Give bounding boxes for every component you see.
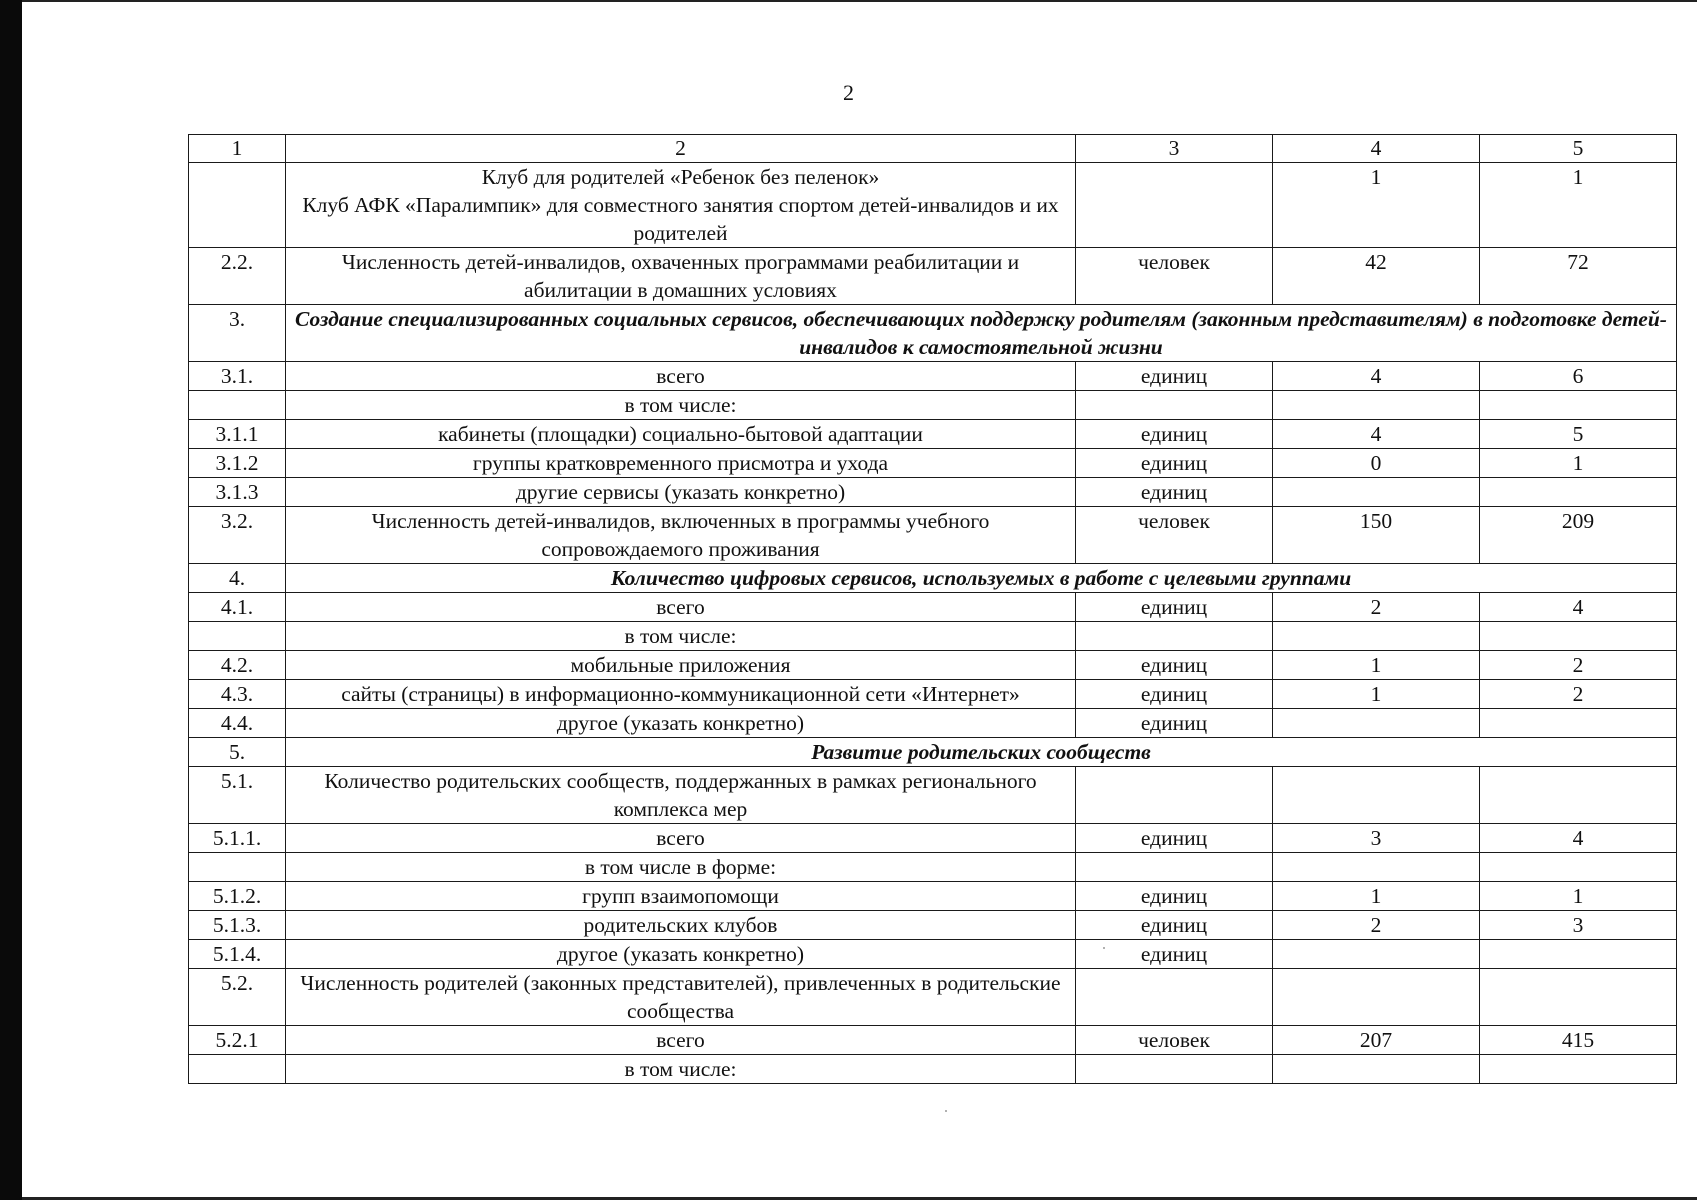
row-number: 2.2. bbox=[189, 248, 286, 305]
row-number: 5.1.2. bbox=[189, 882, 286, 911]
indicator-name: кабинеты (площадки) социально-бытовой адаптации bbox=[286, 420, 1076, 449]
row-number: 3.2. bbox=[189, 507, 286, 564]
column-number-4: 4 bbox=[1273, 135, 1480, 163]
value-cell-4: 2 bbox=[1273, 911, 1480, 940]
unit-cell: единиц bbox=[1076, 709, 1273, 738]
unit-cell: единиц bbox=[1076, 478, 1273, 507]
indicators-table bbox=[188, 134, 1677, 1084]
unit-cell bbox=[1076, 1055, 1273, 1084]
value-cell-4: 1 bbox=[1273, 882, 1480, 911]
value-cell-5: 3 bbox=[1480, 911, 1677, 940]
row-number: 5.2. bbox=[189, 969, 286, 1026]
scan-edge-top bbox=[22, 0, 1697, 2]
unit-cell: человек bbox=[1076, 507, 1273, 564]
row-number bbox=[189, 391, 286, 420]
indicator-name: всего bbox=[286, 593, 1076, 622]
table-row bbox=[189, 651, 1677, 680]
unit-cell bbox=[1076, 163, 1273, 248]
value-cell-4 bbox=[1273, 940, 1480, 969]
unit-cell: человек bbox=[1076, 1026, 1273, 1055]
indicator-name: другое (указать конкретно) bbox=[286, 940, 1076, 969]
table-row bbox=[189, 593, 1677, 622]
unit-cell: единиц bbox=[1076, 882, 1273, 911]
table-row bbox=[189, 767, 1677, 824]
value-cell-4: 1 bbox=[1273, 163, 1480, 248]
unit-cell: единиц bbox=[1076, 940, 1273, 969]
row-number: 4.1. bbox=[189, 593, 286, 622]
unit-cell: единиц bbox=[1076, 651, 1273, 680]
value-cell-4: 4 bbox=[1273, 362, 1480, 391]
column-number-5: 5 bbox=[1480, 135, 1677, 163]
value-cell-5: 2 bbox=[1480, 680, 1677, 709]
value-cell-5: 1 bbox=[1480, 449, 1677, 478]
row-number: 5.1. bbox=[189, 767, 286, 824]
section-row bbox=[189, 738, 1677, 767]
table-row bbox=[189, 507, 1677, 564]
unit-cell: единиц bbox=[1076, 420, 1273, 449]
unit-cell bbox=[1076, 622, 1273, 651]
unit-cell: единиц bbox=[1076, 680, 1273, 709]
table-row bbox=[189, 391, 1677, 420]
value-cell-4: 1 bbox=[1273, 680, 1480, 709]
indicator-name: Численность детей-инвалидов, охваченных программами реабилитации и абилитации в домашних условиях bbox=[286, 248, 1076, 305]
unit-cell: единиц bbox=[1076, 449, 1273, 478]
unit-cell bbox=[1076, 969, 1273, 1026]
indicator-name: Численность детей-инвалидов, включенных в программы учебного сопровождаемого проживания bbox=[286, 507, 1076, 564]
value-cell-4 bbox=[1273, 1055, 1480, 1084]
indicator-name: Численность родителей (законных представителей), привлеченных в родительские сообщества bbox=[286, 969, 1076, 1026]
scan-speck bbox=[1103, 947, 1105, 949]
table-row bbox=[189, 824, 1677, 853]
table-row bbox=[189, 478, 1677, 507]
indicator-name: родительских клубов bbox=[286, 911, 1076, 940]
row-number: 5.1.1. bbox=[189, 824, 286, 853]
row-number: 4.3. bbox=[189, 680, 286, 709]
row-number: 5.2.1 bbox=[189, 1026, 286, 1055]
indicator-name: мобильные приложения bbox=[286, 651, 1076, 680]
value-cell-5 bbox=[1480, 853, 1677, 882]
value-cell-5 bbox=[1480, 940, 1677, 969]
unit-cell bbox=[1076, 767, 1273, 824]
row-number: 3. bbox=[189, 305, 286, 362]
column-number-row bbox=[189, 135, 1677, 163]
table-row bbox=[189, 248, 1677, 305]
value-cell-5 bbox=[1480, 767, 1677, 824]
value-cell-5 bbox=[1480, 391, 1677, 420]
table-row bbox=[189, 680, 1677, 709]
value-cell-4: 2 bbox=[1273, 593, 1480, 622]
value-cell-5: 72 bbox=[1480, 248, 1677, 305]
row-number: 5.1.3. bbox=[189, 911, 286, 940]
value-cell-4 bbox=[1273, 969, 1480, 1026]
value-cell-5: 5 bbox=[1480, 420, 1677, 449]
value-cell-5 bbox=[1480, 969, 1677, 1026]
value-cell-5 bbox=[1480, 709, 1677, 738]
page-number: 2 bbox=[843, 80, 854, 105]
indicator-name: в том числе: bbox=[286, 391, 1076, 420]
scan-speck bbox=[945, 1110, 947, 1112]
value-cell-4: 150 bbox=[1273, 507, 1480, 564]
table-row bbox=[189, 449, 1677, 478]
table-row bbox=[189, 969, 1677, 1026]
value-cell-4: 1 bbox=[1273, 651, 1480, 680]
section-title: Количество цифровых сервисов, используемых в работе с целевыми группами bbox=[286, 564, 1677, 593]
value-cell-4: 3 bbox=[1273, 824, 1480, 853]
unit-cell: единиц bbox=[1076, 362, 1273, 391]
value-cell-5: 209 bbox=[1480, 507, 1677, 564]
row-number: 4.2. bbox=[189, 651, 286, 680]
indicator-name: Количество родительских сообществ, поддержанных в рамках регионального комплекса мер bbox=[286, 767, 1076, 824]
indicator-name: в том числе в форме: bbox=[286, 853, 1076, 882]
indicator-name: сайты (страницы) в информационно-коммуникационной сети «Интернет» bbox=[286, 680, 1076, 709]
value-cell-4 bbox=[1273, 853, 1480, 882]
value-cell-4 bbox=[1273, 767, 1480, 824]
table-row bbox=[189, 911, 1677, 940]
table-body bbox=[189, 135, 1677, 1084]
indicator-name: Клуб для родителей «Ребенок без пеленок» Клуб АФК «Паралимпик» для совместного занятия спортом детей-инвалидов и их родителей bbox=[286, 163, 1076, 248]
column-number-2: 2 bbox=[286, 135, 1076, 163]
indicator-name: всего bbox=[286, 362, 1076, 391]
table-row bbox=[189, 362, 1677, 391]
table-row bbox=[189, 709, 1677, 738]
value-cell-5 bbox=[1480, 478, 1677, 507]
row-number: 5.1.4. bbox=[189, 940, 286, 969]
unit-cell: человек bbox=[1076, 248, 1273, 305]
value-cell-4: 207 bbox=[1273, 1026, 1480, 1055]
value-cell-5: 1 bbox=[1480, 882, 1677, 911]
unit-cell bbox=[1076, 853, 1273, 882]
value-cell-5 bbox=[1480, 622, 1677, 651]
value-cell-4 bbox=[1273, 622, 1480, 651]
table-row bbox=[189, 940, 1677, 969]
table-row bbox=[189, 622, 1677, 651]
column-number-1: 1 bbox=[189, 135, 286, 163]
value-cell-5 bbox=[1480, 1055, 1677, 1084]
row-number: 3.1. bbox=[189, 362, 286, 391]
row-number: 4.4. bbox=[189, 709, 286, 738]
value-cell-4: 4 bbox=[1273, 420, 1480, 449]
row-number: 5. bbox=[189, 738, 286, 767]
indicator-name: всего bbox=[286, 824, 1076, 853]
section-title: Развитие родительских сообществ bbox=[286, 738, 1677, 767]
value-cell-5: 4 bbox=[1480, 824, 1677, 853]
table-row bbox=[189, 1026, 1677, 1055]
table-row bbox=[189, 882, 1677, 911]
table-row bbox=[189, 420, 1677, 449]
column-number-3: 3 bbox=[1076, 135, 1273, 163]
value-cell-5: 1 bbox=[1480, 163, 1677, 248]
unit-cell: единиц bbox=[1076, 911, 1273, 940]
indicator-name: в том числе: bbox=[286, 622, 1076, 651]
section-row bbox=[189, 564, 1677, 593]
row-number: 3.1.3 bbox=[189, 478, 286, 507]
unit-cell: единиц bbox=[1076, 593, 1273, 622]
table-row bbox=[189, 1055, 1677, 1084]
row-number: 3.1.1 bbox=[189, 420, 286, 449]
row-number bbox=[189, 1055, 286, 1084]
value-cell-5: 4 bbox=[1480, 593, 1677, 622]
section-title: Создание специализированных социальных сервисов, обеспечивающих поддержку родителям (законным представителям) в подготовке детей-инвалидов к самостоятельной жизни bbox=[286, 305, 1677, 362]
unit-cell: единиц bbox=[1076, 824, 1273, 853]
unit-cell bbox=[1076, 391, 1273, 420]
value-cell-5: 2 bbox=[1480, 651, 1677, 680]
row-number bbox=[189, 853, 286, 882]
indicator-name: группы кратковременного присмотра и ухода bbox=[286, 449, 1076, 478]
indicator-name: другие сервисы (указать конкретно) bbox=[286, 478, 1076, 507]
indicator-name: в том числе: bbox=[286, 1055, 1076, 1084]
indicator-name: групп взаимопомощи bbox=[286, 882, 1076, 911]
row-number: 3.1.2 bbox=[189, 449, 286, 478]
value-cell-4 bbox=[1273, 391, 1480, 420]
value-cell-4 bbox=[1273, 709, 1480, 738]
value-cell-4 bbox=[1273, 478, 1480, 507]
indicator-name: всего bbox=[286, 1026, 1076, 1055]
value-cell-4: 42 bbox=[1273, 248, 1480, 305]
table-row bbox=[189, 853, 1677, 882]
scan-edge-left bbox=[0, 0, 22, 1200]
row-number: 4. bbox=[189, 564, 286, 593]
value-cell-5: 6 bbox=[1480, 362, 1677, 391]
section-row bbox=[189, 305, 1677, 362]
table-row bbox=[189, 163, 1677, 248]
value-cell-5: 415 bbox=[1480, 1026, 1677, 1055]
row-number bbox=[189, 622, 286, 651]
indicator-name: другое (указать конкретно) bbox=[286, 709, 1076, 738]
row-number bbox=[189, 163, 286, 248]
value-cell-4: 0 bbox=[1273, 449, 1480, 478]
